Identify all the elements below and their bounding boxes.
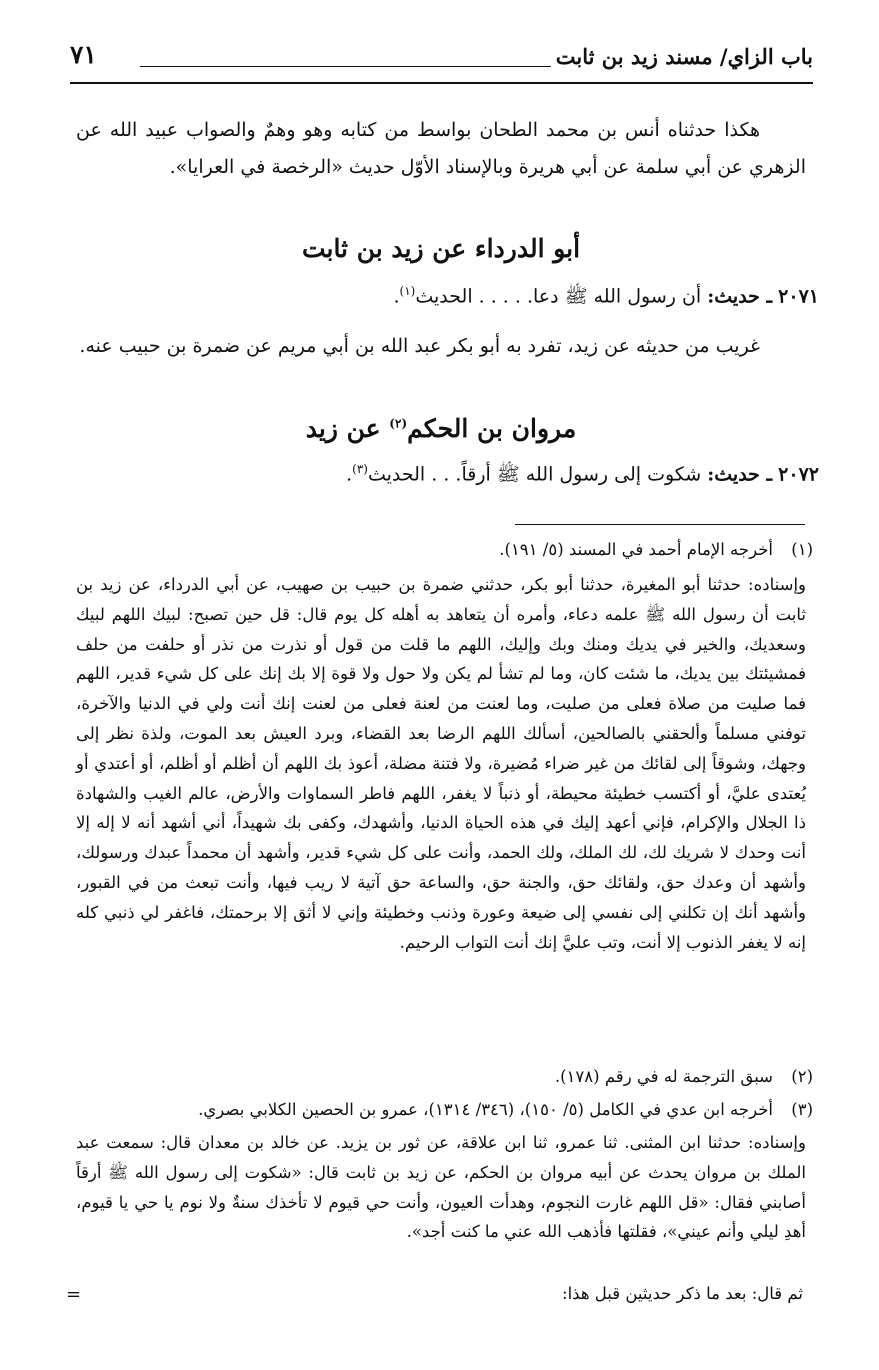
footnote-3-number: (٣) bbox=[791, 1100, 813, 1119]
footnote-1-source: أخرجه الإمام أحمد في المسند (٥/ ١٩١). bbox=[499, 540, 773, 559]
footnote-3-body: وإسناده: حدثنا ابن المثنى. ثنا عمرو، ثنا ابن علاقة، عن ثور بن يزيد. عن خالد بن معدان قال: سمعت عبد الملك بن مروان يحدث عن أبيه مروان بن الحكم، عن زيد بن ثابت قال: «شكوت إلى رسول الله ﷺ أرقاً أصابني فقال: «قل اللهم غارت النجوم، وهدأت العيون، وأنت حي قيوم لا تأخذك سنةٌ ولا نوم يا حي يا قيوم، أهدِ ليلي وأنم عيني»، فقلتها فأذهب الله عني ما كنت أجد». bbox=[76, 1133, 806, 1242]
footnote-1-number: (١) bbox=[791, 540, 813, 559]
running-header bbox=[70, 38, 813, 82]
hadith-label: ـ حديث: bbox=[707, 285, 773, 308]
footnote-ref: (٣) bbox=[352, 462, 368, 476]
hadith-2072: ٢٠٧٢ ـ حديث: شكوت إلى رسول الله ﷺ أرقاً. . . الحديث$^{(٣)}$. bbox=[346, 462, 819, 486]
hadith-label: ـ حديث: bbox=[707, 463, 773, 486]
hadith-2071: ٢٠٧١ ـ حديث: أن رسول الله ﷺ دعا. . . . . الحديث$^{(١)}$. bbox=[393, 284, 819, 308]
footnote-ref: (١) bbox=[399, 284, 416, 298]
hadith-text: أن رسول الله ﷺ دعا. . . . . الحديث bbox=[415, 285, 702, 308]
footnote-2-source: سبق الترجمة له في رقم (١٧٨). bbox=[554, 1067, 773, 1086]
heading-footnote-ref: (٢) bbox=[389, 416, 408, 431]
header-rule bbox=[70, 82, 813, 84]
footnote-3-source: أخرجه ابن عدي في الكامل (٥/ ١٥٠)، (٣٤٦/ ١٣١٤)، عمرو بن الحصين الكلابي بصري. bbox=[198, 1100, 773, 1119]
section-heading-abu-darda: أبو الدرداء عن زيد بن ثابت bbox=[301, 234, 581, 263]
hadith-text: شكوت إلى رسول الله ﷺ أرقاً. . . الحديث bbox=[367, 463, 702, 486]
hadith-note: غريب من حديثه عن زيد، تفرد به أبو بكر عبد الله بن أبي مريم عن ضمرة بن حبيب عنه. bbox=[79, 335, 760, 357]
hadith-number: ٢٠٧١ bbox=[778, 285, 819, 308]
chapter-title: باب الزاي/ مسند زيد بن ثابت bbox=[555, 44, 813, 69]
hadith-number: ٢٠٧٢ bbox=[778, 463, 819, 486]
footnote-1-body: وإسناده: حدثنا أبو المغيرة، حدثنا أبو بكر، حدثني ضمرة بن حبيب بن صهيب، عن أبي الدرداء، عن زيد بن ثابت أن رسول الله ﷺ علمه دعاء، وأمره أن يتعاهد به أهله كل يوم قال: قل حين تصبح: لبيك اللهم لبيك وسعديك، والخير في يديك ومنك وبك وإليك، اللهم ما قلت من قول أو نذرت من نذر أو حلفت من حلف فمشيئتك بين يديك، ما شئت كان، وما لم تشأ لم يكن ولا حول ولا قوة إلا بك إنك على كل شيء قدير، اللهم فما صليت من صلاة فعلى من صليت، وما لعنت من لعنة فعلى من لعنت إنك أنت ولي في الدنيا والآخرة، توفني مسلماً وألحقني بالصالحين، أسألك اللهم الرضا بعد القضاء، وبرد العيش بعد الموت، ولذة نظر إلى وجهك، وشوقاً إلى لقائك من غير ضراء مُضيرة، ولا فتنة مضلة، أعوذ بك اللهم أن أظلم أو أظلم، أو أعتدي أو يُعتدى عليَّ، أو أكتسب خطيئة محيطة، أو ذنباً لا يغفر، اللهم فاطر السماوات والأرض، عالم الغيب والشهادة ذا الجلال والإكرام، فإني أعهد إليك في هذه الحياة الدنيا، وأشهدك، وكفى بك شهيداً، أني أشهد أنه لا إله إلا أنت وحدك لا شريك لك، لك الملك، ولك الحمد، وأنت على كل شيء قدير، وأشهد أن محمداً عبدك ورسولك، وأشهد أن وعدك حق، ولقائك حق، والجنة حق، والساعة حق آتية لا ريب فيها، وأنت تبعث من في القبور، وأشهد أنك إن تكلني إلى نفسي إلى ضيعة وعورة وذنب وخطيئة وإني لا أثق إلا برحمتك، فاغفر لي ذنبي كله إنه لا يغفر الذنوب إلا أنت، وتب عليَّ إنك أنت التواب الرحيم. bbox=[76, 575, 806, 952]
closing-line: ثم قال: بعد ما ذكر حديثين قبل هذا: bbox=[562, 1284, 803, 1303]
intro-paragraph: هكذا حدثناه أنس بن محمد الطحان بواسط من كتابه وهو وهمٌ والصواب عبيد الله عن الزهري عن أبي سلمة عن أبي هريرة وبالإسناد الأوّل حديث «الرخصة في العرايا». bbox=[76, 119, 806, 178]
page-number: ٧١ bbox=[70, 40, 97, 69]
footnote-2-number: (٢) bbox=[791, 1067, 813, 1086]
footnote-divider bbox=[515, 524, 805, 525]
section-heading-marwan: مروان بن الحكم$^{(٢)}$ عن زيد bbox=[305, 414, 577, 443]
header-line bbox=[140, 66, 551, 67]
continuation-mark: = bbox=[66, 1284, 82, 1305]
